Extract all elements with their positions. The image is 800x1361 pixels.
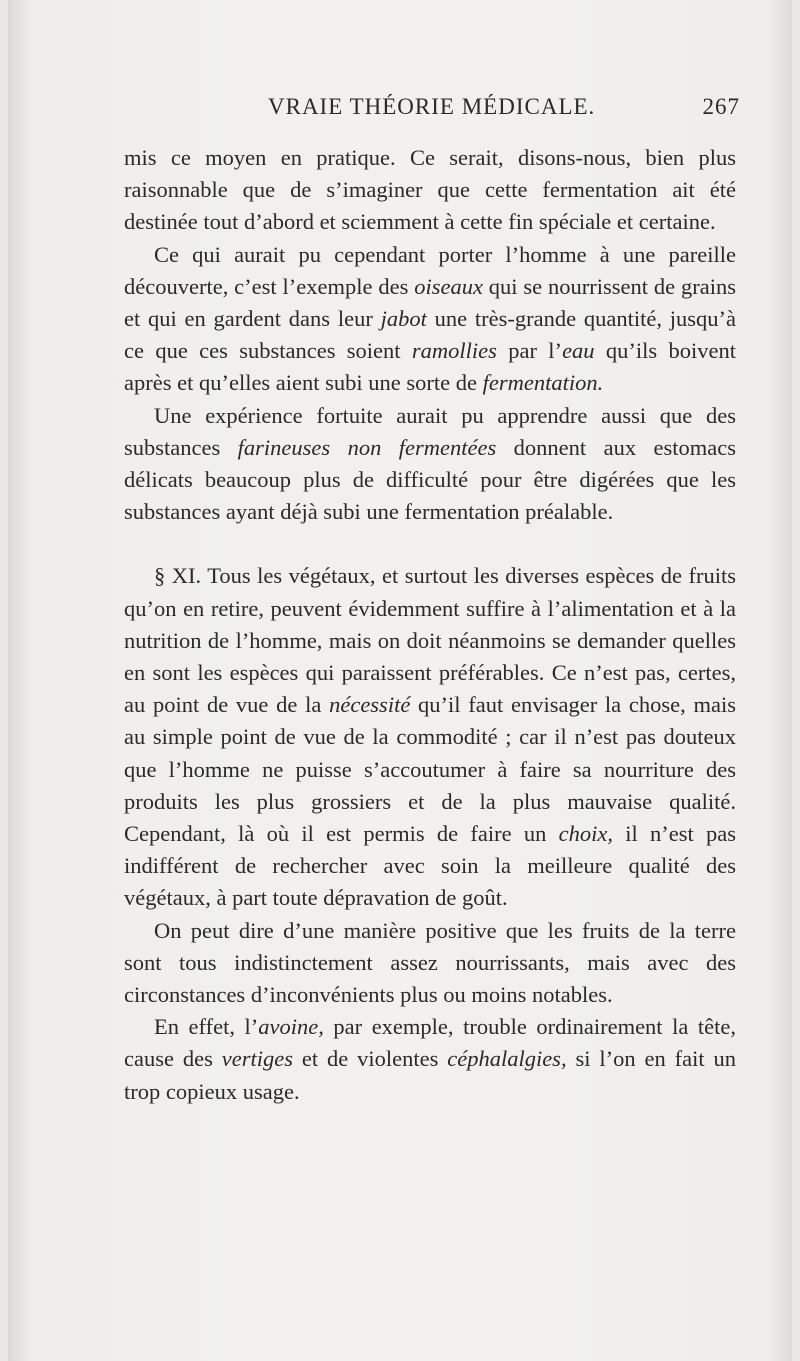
italic-run: fermentation.: [482, 370, 604, 396]
text-run: qui se nourrissent de grains et qui en gardent dans leur: [124, 273, 736, 332]
section-paragraph: [124, 560, 736, 914]
running-title: VRAIE THÉORIE MÉDICALE.: [268, 94, 596, 119]
section-gap: [124, 528, 736, 560]
running-header: [120, 94, 740, 130]
text-run: par exemple, trouble ordinairement la tête, cause des: [124, 1014, 736, 1072]
page-number: 267: [702, 94, 740, 119]
italic-run: farineuses non fermentées: [237, 434, 497, 460]
italic-run: eau: [562, 338, 595, 364]
text-run: mis ce moyen en pratique. Ce serait, disons-nous, bien plus raisonnable que de s’imaginer que cette fermentation ait été destinée tout d’abord et sciemment à cette fin spéciale et certaine.: [124, 145, 736, 235]
italic-run: nécessité: [329, 692, 411, 718]
text-run: En effet, l’: [154, 1014, 259, 1040]
text-run: si l’on en fait un trop copieux usage.: [124, 1046, 736, 1104]
paragraph: [124, 142, 736, 239]
text-run: § XI. Tous les végétaux, et surtout les diverses espèces de fruits qu’on en retire, peuvent évidemment suffire à l’alimentation et à la nutrition de l’homme, mais on doit néanmoins se demander quelles en sont les espèces qui paraissent préférables. Ce n’est pas, certes, au point de vue de la: [124, 563, 736, 718]
italic-run: oiseaux: [414, 273, 483, 299]
paragraph: [124, 1011, 736, 1108]
text-run: Une expérience fortuite aurait pu apprendre aussi que des substances: [124, 402, 736, 460]
text-run: On peut dire d’une manière positive que les fruits de la terre sont tous indistinctement assez nourrissants, mais avec des circonstances d’inconvénients plus ou moins notables.: [124, 917, 736, 1008]
paragraph: [124, 239, 736, 400]
text-run: qu’ils boivent après et qu’elles aient subi une sorte de: [124, 338, 736, 396]
text-run: donnent aux estomacs délicats beaucoup plus de difficulté pour être digérées que les substances ayant déjà subi une fermentation préalable.: [124, 434, 736, 525]
text-run: une très-grande quantité, jusqu’à ce que ces substances soient: [124, 306, 736, 364]
body-text: [124, 142, 736, 1108]
italic-run: jabot: [380, 306, 427, 332]
paragraph: [124, 915, 736, 1012]
book-page: [8, 0, 792, 1361]
italic-run: ramollies: [411, 338, 497, 364]
paragraph: [124, 400, 736, 529]
text-run: Ce qui aurait pu cependant porter l’homme à une pareille découverte, c’est l’exemple des: [124, 241, 736, 299]
text-run: qu’il faut envisager la chose, mais au simple point de vue de la commodité ; car il n’est pas douteux que l’homme ne puisse s’accoutumer à faire sa nourriture des produits les plus grossiers et de la plus mauvaise qualité. Cependant, là où il est permis de faire un: [124, 692, 736, 847]
text-run: il n’est pas indifférent de rechercher avec soin la meilleure qualité des végétaux, à part toute dépravation de goût.: [124, 821, 737, 911]
italic-run: vertiges: [221, 1046, 293, 1072]
italic-run: céphalalgies,: [447, 1046, 567, 1072]
italic-run: avoine,: [258, 1014, 324, 1040]
text-run: et de violentes: [292, 1046, 448, 1072]
italic-run: choix,: [558, 821, 613, 847]
text-run: par l’: [496, 338, 563, 364]
